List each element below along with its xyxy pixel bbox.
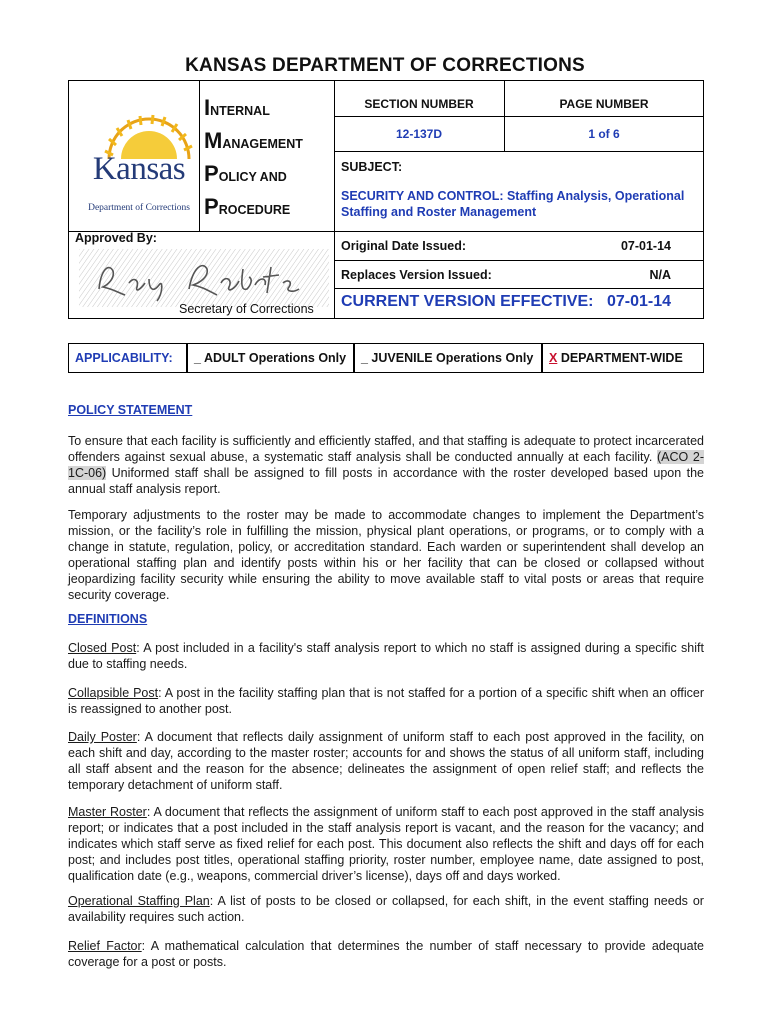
imp-title (204, 91, 334, 223)
aco-reference: (ACO 2-1C-06) (68, 450, 704, 480)
policy-heading: POLICY STATEMENT (68, 403, 193, 417)
definition-item: Collapsible Post: A post in the facility staffing plan that is not staffed for a portion of a specific shift when an officer is reassigned to another post. (68, 686, 704, 716)
replaces-label: Replaces Version Issued: (341, 268, 492, 282)
juvenile-option: _ JUVENILE Operations Only (354, 343, 542, 373)
approved-by-label: Approved By: (75, 231, 157, 245)
original-date: 07-01-14 (620, 239, 671, 253)
adult-option: _ ADULT Operations Only (187, 343, 354, 373)
logo-subtitle: Department of Corrections (88, 203, 190, 213)
policy-paragraph-2: Temporary adjustments to the roster may be made to accommodate changes to implement the Department’s mission, or the facility’s role in fulfilling the mission, physical plant operations, or programs, or to comply with a change in statute, regulation, policy, or accreditation standard. Each warden or superintendent shall develop an operational staffing plan and identify posts within his or her facility that can be closed or collapsed without jeopardizing facility security while ensuring the ability to move available staff to vital posts or areas that require security coverage. (68, 508, 704, 602)
secretary-label: Secretary of Corrections (179, 302, 314, 316)
department-wide-option: X DEPARTMENT-WIDE (542, 343, 704, 373)
current-version-label: CURRENT VERSION EFFECTIVE: (341, 293, 594, 310)
document-title: KANSAS DEPARTMENT OF CORRECTIONS (185, 55, 585, 76)
selected-mark: X (549, 351, 558, 365)
section-number-label: SECTION NUMBER (364, 97, 474, 111)
replaces-value: N/A (649, 268, 671, 282)
current-version (341, 293, 701, 311)
imp-line: INTERNAL (204, 95, 270, 120)
page-number: 1 of 6 (588, 127, 620, 141)
imp-line: MANAGEMENT (204, 128, 303, 153)
applicability-label: APPLICABILITY: (68, 343, 187, 373)
section-number: 12-137D (395, 127, 443, 141)
kansas-logo (79, 111, 199, 221)
logo-wordmark: Kansas (92, 151, 186, 187)
policy-paragraph-1: To ensure that each facility is sufficiently and efficiently staffed, and that staffing is adequate to protect incarcerated offenders against sexual abuse, a systematic staff analysis shall be conducted annually at each facility. (ACO 2-1C-06) Uniformed staff shall be assigned to fill posts in accordance with the roster developed based upon the annual staff analysis report. (68, 434, 704, 496)
definition-item: Closed Post: A post included in a facility's staff analysis report to which no staff is assigned during a specific shift due to staffing needs. (68, 641, 704, 671)
current-version-date: 07-01-14 (606, 293, 671, 310)
applicability-row (68, 343, 704, 373)
header-table (68, 80, 704, 319)
definition-item: Relief Factor: A mathematical calculation that determines the number of staff necessary to provide adequate coverage for a post or posts. (68, 939, 704, 969)
imp-line: POLICY AND (204, 161, 287, 186)
signature-image (79, 249, 329, 307)
subject-label: SUBJECT: (341, 160, 403, 174)
definition-item: Daily Poster: A document that reflects daily assignment of uniform staff to each post approved in the facility, on each shift and day, according to the master roster; accounts for and shows the status of all uniform staff, including all staff absent and the reason for the absence; delineates the assignment of open relief staff; and reflects the temporary detachment of uniform staff. (68, 730, 704, 792)
subject-text: SECURITY AND CONTROL: Staffing Analysis, Operational Staffing and Roster Management (341, 189, 685, 219)
imp-line: PROCEDURE (204, 194, 291, 219)
page-number-label: PAGE NUMBER (559, 97, 649, 111)
definition-item: Master Roster: A document that reflects the assignment of uniform staff to each post approved in the staff analysis report; or indicates that a post included in the staff analysis report is vacant, and the reason for the vacancy; and indicates which staff serve as fixed relief for each post. This document also reflects the shift and days off for each post; and includes post titles, operational staffing priority, roster number, employee name, date assigned to post, qualification date (e.g., weapons, commercial driver’s license), days off and days worked. (68, 805, 704, 883)
original-date-label: Original Date Issued: (341, 239, 467, 253)
definitions-heading: DEFINITIONS (68, 612, 148, 626)
definition-item: Operational Staffing Plan: A list of posts to be closed or collapsed, for each shift, in the event staffing needs or availability requires such action. (68, 894, 704, 924)
